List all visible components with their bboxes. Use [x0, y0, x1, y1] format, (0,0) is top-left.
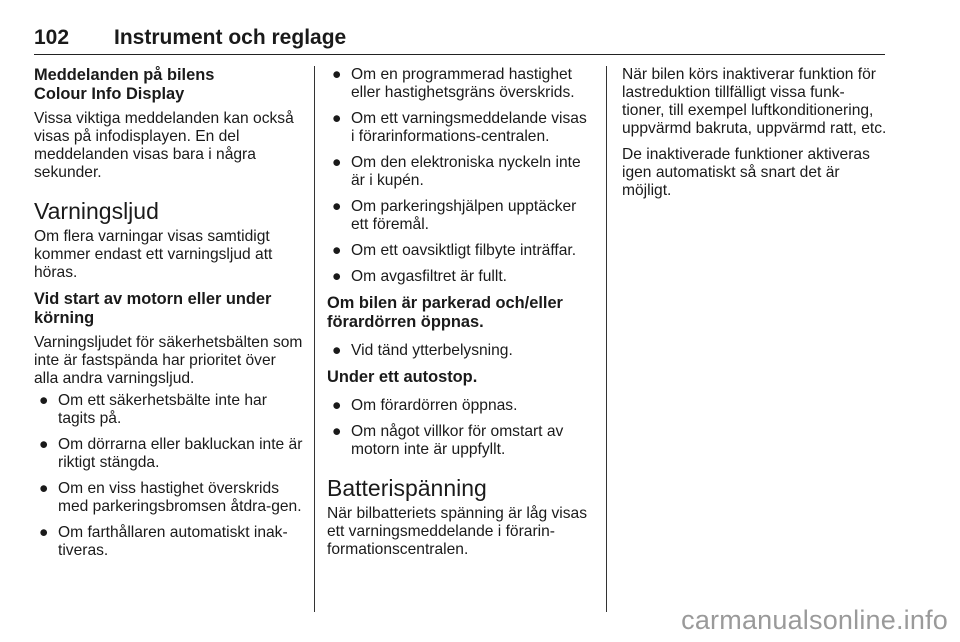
list-item: ● Om dörrarna eller bakluckan inte är riktigt stängda.	[39, 436, 303, 471]
list-item: ● Om parkeringshjälpen upptäcker ett föremål.	[332, 198, 577, 233]
watermark: carmanualsonline.info	[681, 605, 948, 635]
column-2	[327, 66, 592, 567]
subheading-parked: Om bilen är parkerad och/eller förardörren öppnas.	[327, 294, 563, 331]
section-heading-varningsljud: Varningsljud	[34, 198, 159, 224]
paragraph: Om flera varningar visas samtidigt kommer endast ett varningsljud att höras.	[34, 228, 273, 281]
page-header	[34, 26, 885, 55]
bullet-icon: ●	[39, 524, 49, 541]
paragraph: De inaktiverade funktioner aktiveras igen automatiskt så snart det är möjligt.	[622, 146, 870, 199]
section-heading-colour-info: Meddelanden på bilens Colour Info Display	[34, 66, 215, 103]
list-item: ● Om ett oavsiktligt filbyte inträffar.	[332, 242, 577, 259]
list-item: ● Om en viss hastighet överskrids med parkeringsbromsen åtdra-gen.	[39, 480, 302, 515]
list-item: ● Om ett varningsmeddelande visas i förarinformations-centralen.	[332, 110, 587, 145]
list-item: ● Om avgasfiltret är fullt.	[332, 268, 507, 285]
bullet-list	[327, 397, 592, 459]
list-item: ● Om den elektroniska nyckeln inte är i kupén.	[332, 154, 581, 189]
list-item: ● Om farthållaren automatiskt inak-tiveras.	[39, 524, 288, 559]
subheading-autostop: Under ett autostop.	[327, 368, 478, 386]
bullet-icon: ●	[39, 392, 49, 409]
bullet-icon: ●	[332, 154, 342, 171]
column-divider-2	[606, 66, 607, 612]
bullet-list	[327, 66, 592, 286]
subheading-start-motor: Vid start av motorn eller under körning	[34, 290, 272, 327]
page-number: 102	[34, 26, 70, 49]
section-heading-batterispanning: Batterispänning	[327, 475, 487, 501]
bullet-icon: ●	[39, 436, 49, 453]
list-item: ● Om förardörren öppnas.	[332, 397, 518, 414]
bullet-icon: ●	[332, 342, 342, 359]
list-item: ● Om något villkor för omstart av motorn inte är uppfyllt.	[332, 423, 564, 458]
bullet-icon: ●	[332, 66, 342, 83]
bullet-icon: ●	[332, 397, 342, 414]
column-1	[34, 66, 304, 568]
bullet-list	[34, 392, 304, 560]
list-item: ● Vid tänd ytterbelysning.	[332, 342, 513, 359]
paragraph: Varningsljudet för säkerhetsbälten som inte är fastspända har prioritet över alla andra varningsljud.	[34, 334, 303, 387]
paragraph: Vissa viktiga meddelanden kan också visas på infodisplayen. En del meddelanden visas bara i några sekunder.	[34, 110, 294, 181]
chapter-title: Instrument och reglage	[114, 26, 347, 49]
bullet-icon: ●	[332, 198, 342, 215]
bullet-list	[327, 342, 592, 360]
bullet-icon: ●	[39, 480, 49, 497]
bullet-icon: ●	[332, 110, 342, 127]
list-item: ● Om ett säkerhetsbälte inte har tagits på.	[39, 392, 267, 427]
column-divider-1	[314, 66, 315, 612]
paragraph: När bilen körs inaktiverar funktion för lastreduktion tillfälligt vissa funk-tioner, till exempel luftkonditionering, uppvärmd bakruta, uppvärmd ratt, etc.	[622, 66, 887, 137]
bullet-icon: ●	[332, 268, 342, 285]
bullet-icon: ●	[332, 423, 342, 440]
column-3	[622, 66, 887, 208]
paragraph: När bilbatteriets spänning är låg visas ett varningsmeddelande i förarin-formationscentralen.	[327, 505, 588, 558]
bullet-icon: ●	[332, 242, 342, 259]
list-item: ● Om en programmerad hastighet eller hastighetsgräns överskrids.	[332, 66, 575, 101]
